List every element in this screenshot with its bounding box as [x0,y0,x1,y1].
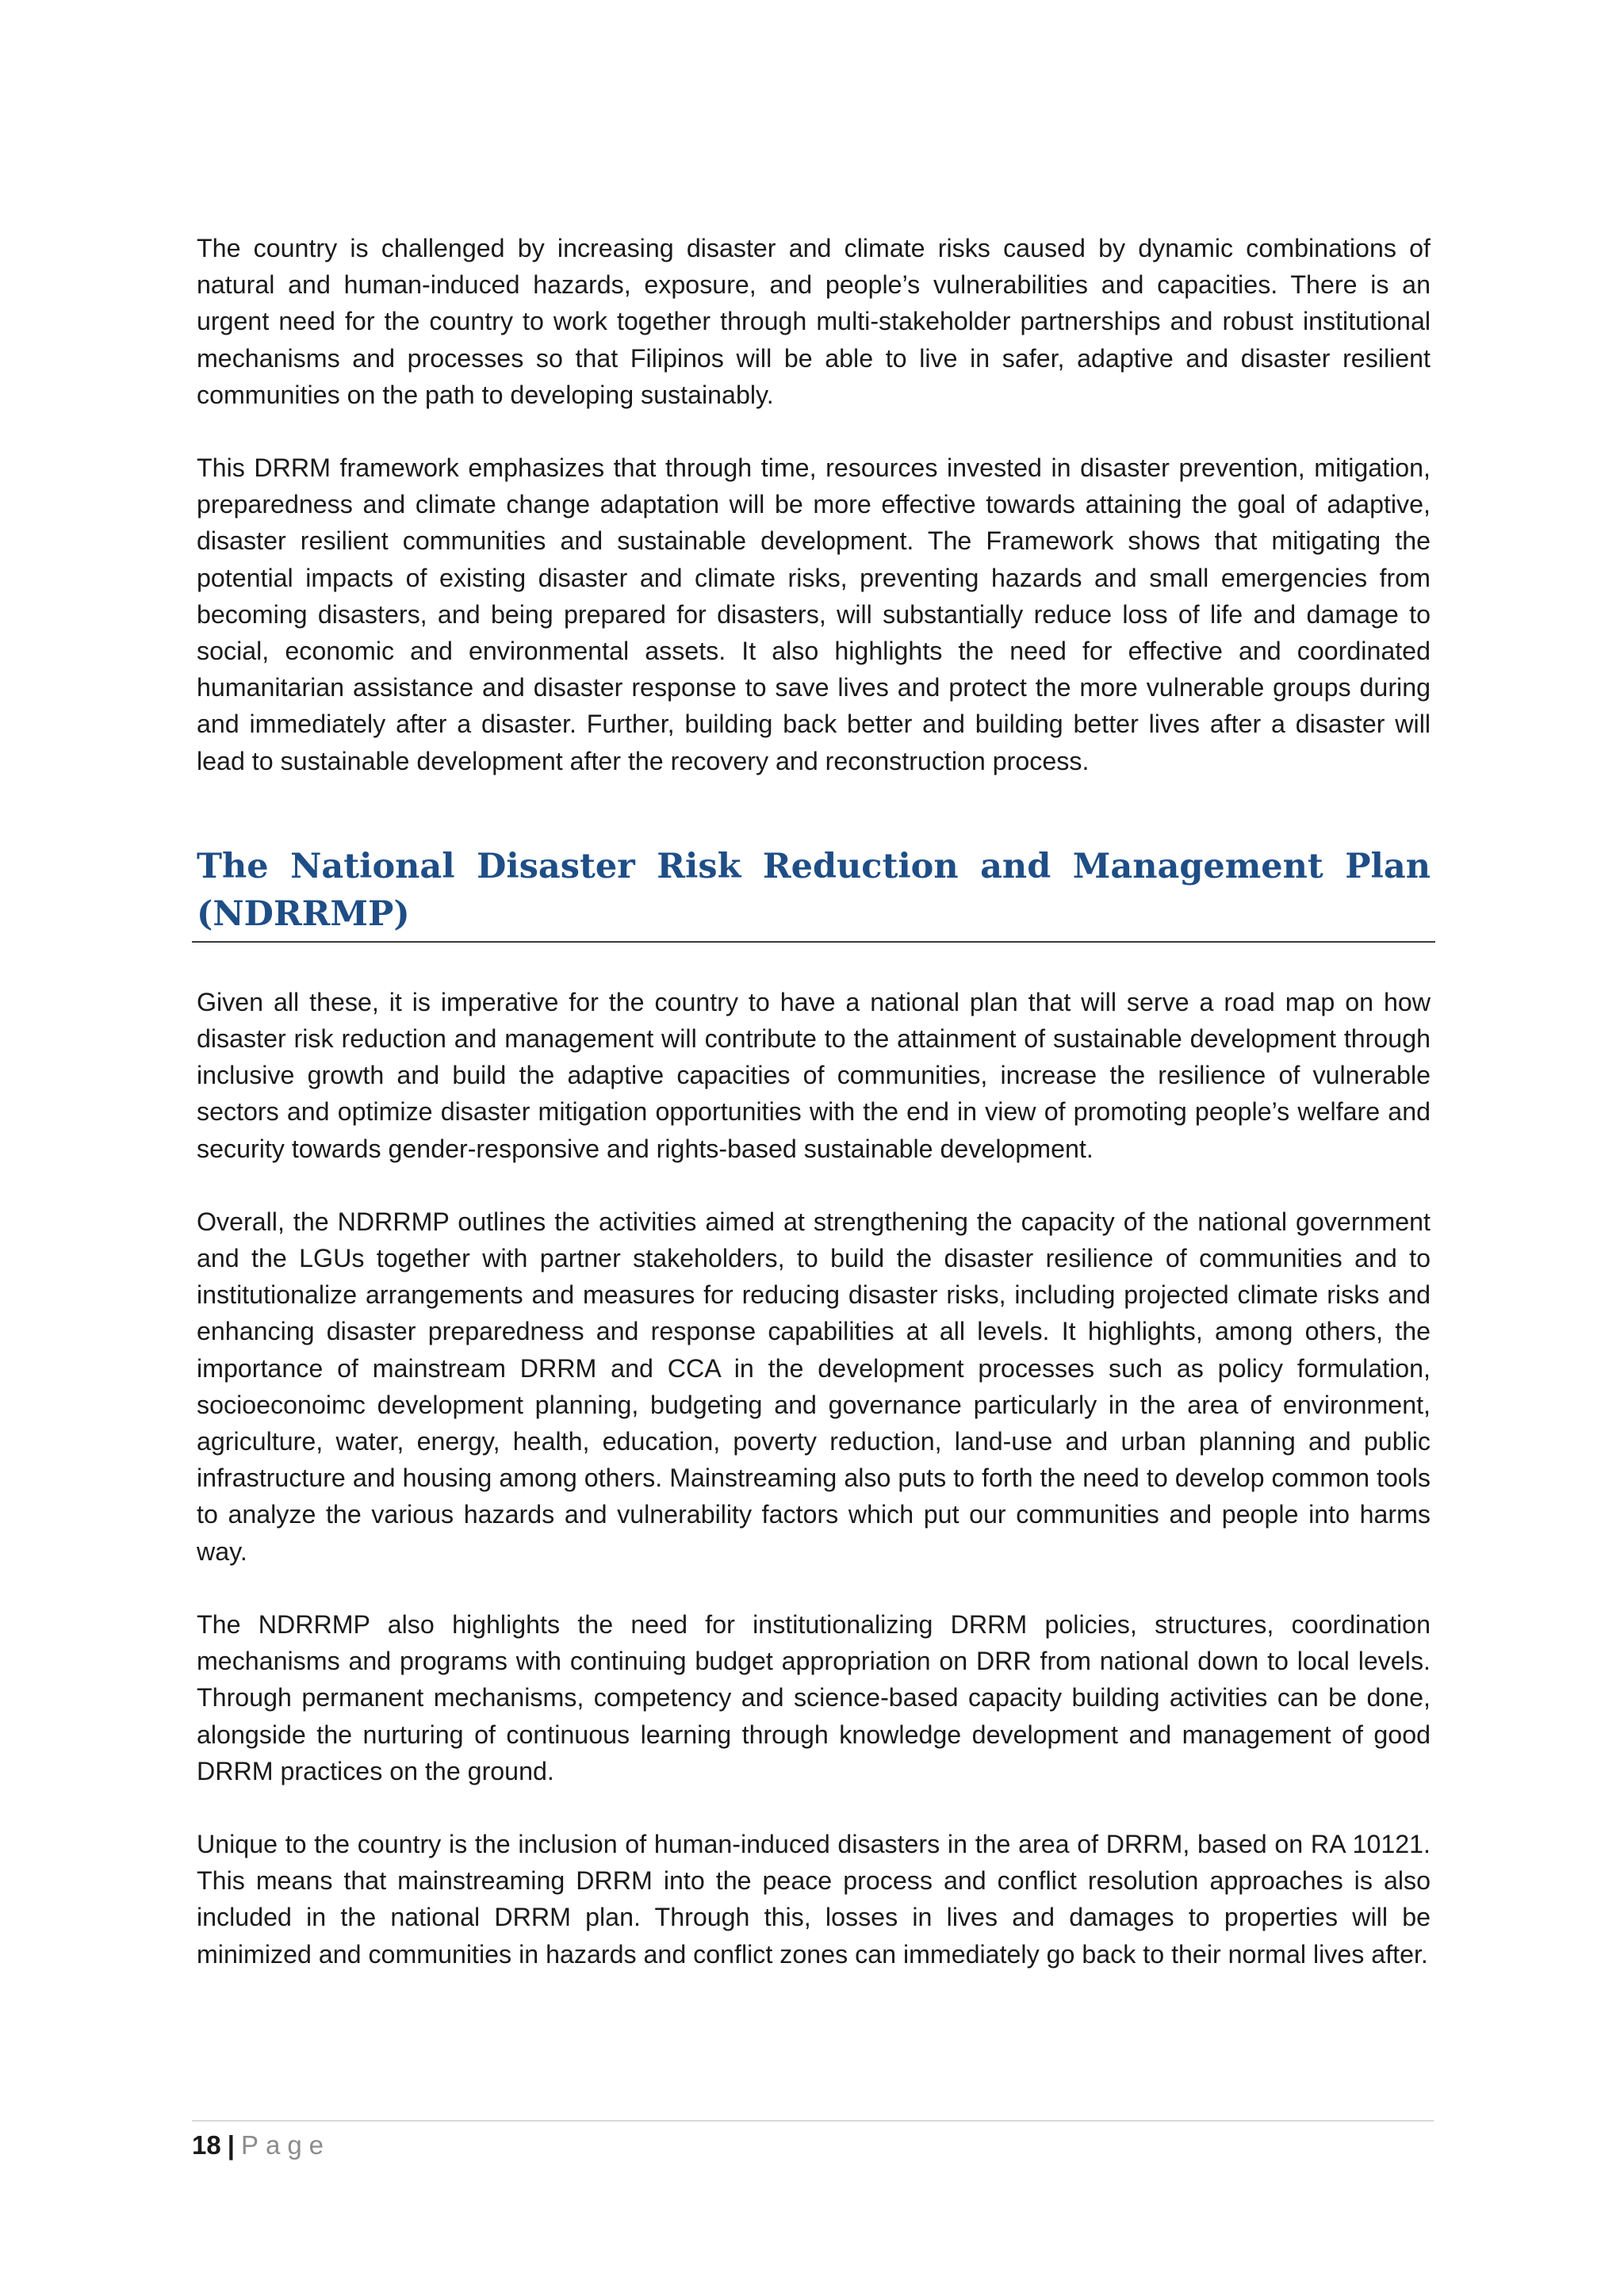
body-paragraph: This DRRM framework emphasizes that through time, resources invested in disaster prevention, mitigation, preparedness and climate change adaptation will be more effective towards attaining the goal of adaptive, disaster resilient communities and sustainable development. The Framework shows that mitigating the potential impacts of existing disaster and climate risks, preventing hazards and small emergencies from becoming disasters, and being prepared for disasters, will substantially reduce loss of life and damage to social, economic and environmental assets. It also highlights the need for effective and coordinated humanitarian assistance and disaster response to save lives and protect the more vulnerable groups during and immediately after a disaster. Further, building back better and building better lives after a disaster will lead to sustainable development after the recovery and reconstruction process. [197,453,1431,775]
body-paragraph: The NDRRMP also highlights the need for institutionalizing DRRM policies, structures, coordination mechanisms and programs with continuing budget appropriation on DRR from national down to local levels. Through permanent mechanisms, competency and science-based capacity building activities can be done, alongside the nurturing of continuous learning through knowledge development and management of good DRRM practices on the ground. [197,1609,1431,1785]
section-heading: The National Disaster Risk Reduction and Management Plan (NDRRMP) [197,846,1431,934]
body-paragraph: Overall, the NDRRMP outlines the activities aimed at strengthening the capacity of the national government and the LGUs together with partner stakeholders, to build the disaster resilience of communities and to institutionalize arrangements and measures for reducing disaster risks, including projected climate risks and enhancing disaster preparedness and response capabilities at all levels. It highlights, among others, the importance of mainstream DRRM and CCA in the development processes such as policy formulation, socioeconoimc development planning, budgeting and governance particularly in the area of environment, agriculture, water, energy, health, education, poverty reduction, land-use and urban planning and public infrastructure and housing among others. Mainstreaming also puts to forth the need to develop common tools to analyze the various hazards and vulnerability factors which put our communities and people into harms way. [197,1207,1431,1566]
page-content [197,230,1431,2009]
body-paragraph: The country is challenged by increasing disaster and climate risks caused by dynamic combinations of natural and human-induced hazards, exposure, and people’s vulnerabilities and capacities. There is an urgent need for the country to work together through multi-stakeholder partnerships and robust institutional mechanisms and processes so that Filipinos will be able to live in safer, adaptive and disaster resilient communities on the path to developing sustainably. [197,234,1431,409]
page-footer [192,2120,1434,2163]
section-heading-block [192,843,1435,943]
footer-separator: | [227,2130,235,2160]
body-paragraph: Unique to the country is the inclusion of human-induced disasters in the area of DRRM, based on RA 10121. This means that mainstreaming DRRM into the peace process and conflict resolution approaches is also included in the national DRRM plan. Through this, losses in lives and damages to properties will be minimized and communities in hazards and conflict zones can immediately go back to their normal lives after. [197,1829,1431,1969]
page-label: Page [240,2130,331,2160]
body-paragraph: Given all these, it is imperative for the country to have a national plan that will serve a road map on how disaster risk reduction and management will contribute to the attainment of sustainable development through inclusive growth and build the adaptive capacities of communities, increase the resilience of vulnerable sectors and optimize disaster mitigation opportunities with the end in view of promoting people’s welfare and security towards gender-responsive and rights-based sustainable development. [197,987,1431,1163]
page-number: 18 [192,2130,221,2160]
